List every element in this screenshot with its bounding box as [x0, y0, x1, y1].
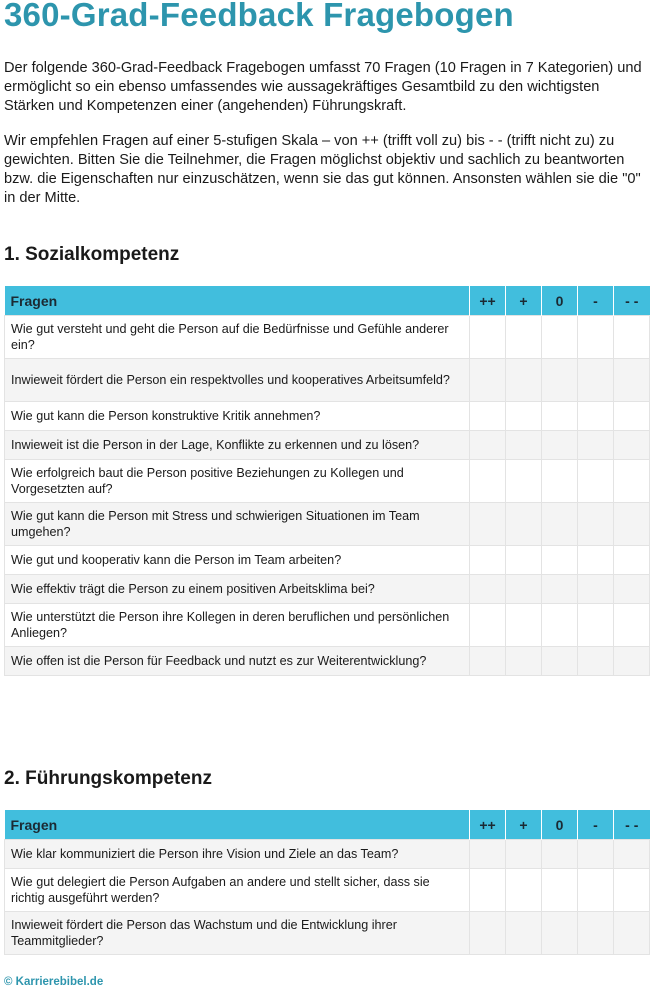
rating-cell-minus[interactable]	[578, 460, 614, 503]
rating-cell-zero[interactable]	[542, 575, 578, 604]
rating-cell-minus-minus[interactable]	[614, 359, 650, 402]
rating-cell-zero[interactable]	[542, 402, 578, 431]
table-row	[5, 316, 650, 359]
header-scale-plus: +	[506, 810, 542, 840]
rating-cell-plus-plus[interactable]	[470, 503, 506, 546]
table-row	[5, 503, 650, 546]
rating-cell-minus-minus[interactable]	[614, 503, 650, 546]
table-header-row	[5, 286, 650, 316]
rating-cell-minus-minus[interactable]	[614, 840, 650, 869]
rating-cell-zero[interactable]	[542, 546, 578, 575]
rating-cell-plus-plus[interactable]	[470, 575, 506, 604]
header-scale-plus-plus: ++	[470, 810, 506, 840]
rating-cell-zero[interactable]	[542, 869, 578, 912]
rating-cell-minus[interactable]	[578, 840, 614, 869]
table-row	[5, 359, 650, 402]
rating-cell-plus[interactable]	[506, 647, 542, 676]
rating-cell-plus[interactable]	[506, 503, 542, 546]
rating-cell-zero[interactable]	[542, 840, 578, 869]
table-row	[5, 604, 650, 647]
rating-cell-minus-minus[interactable]	[614, 402, 650, 431]
rating-cell-minus[interactable]	[578, 912, 614, 955]
rating-cell-plus[interactable]	[506, 546, 542, 575]
question-text: Inwieweit fördert die Person ein respektvolles und kooperatives Arbeitsumfeld?	[5, 359, 470, 402]
rating-cell-minus[interactable]	[578, 546, 614, 575]
table-header-row	[5, 810, 650, 840]
footer-copyright: © Karrierebibel.de	[4, 976, 104, 988]
rating-cell-plus[interactable]	[506, 840, 542, 869]
rating-cell-plus[interactable]	[506, 402, 542, 431]
rating-cell-minus-minus[interactable]	[614, 604, 650, 647]
rating-cell-plus-plus[interactable]	[470, 316, 506, 359]
rating-cell-minus-minus[interactable]	[614, 575, 650, 604]
question-text: Wie effektiv trägt die Person zu einem positiven Arbeitsklima bei?	[5, 575, 470, 604]
rating-cell-zero[interactable]	[542, 316, 578, 359]
question-text: Wie erfolgreich baut die Person positive Beziehungen zu Kollegen und Vorgesetzten auf?	[5, 460, 470, 503]
rating-cell-minus[interactable]	[578, 359, 614, 402]
table-row	[5, 840, 650, 869]
header-scale-plus: +	[506, 286, 542, 316]
intro-paragraph: Der folgende 360-Grad-Feedback Fragebogen umfasst 70 Fragen (10 Fragen in 7 Kategorien) und ermöglicht so ein ebenso umfassendes wie aussagekräftiges Gesamtbild zu den wichtigsten Stärken und Kompetenzen einer (angehenden) Führungskraft.	[4, 60, 642, 114]
header-scale-minus: -	[578, 286, 614, 316]
question-text: Wie klar kommuniziert die Person ihre Vision und Ziele an das Team?	[5, 840, 470, 869]
question-text: Wie gut delegiert die Person Aufgaben an andere und stellt sicher, dass sie richtig ausgeführt werden?	[5, 869, 470, 912]
rating-cell-minus[interactable]	[578, 503, 614, 546]
rating-cell-plus-plus[interactable]	[470, 431, 506, 460]
rating-cell-minus[interactable]	[578, 402, 614, 431]
rating-cell-minus[interactable]	[578, 316, 614, 359]
rating-cell-minus-minus[interactable]	[614, 912, 650, 955]
rating-cell-minus-minus[interactable]	[614, 460, 650, 503]
table-row	[5, 431, 650, 460]
rating-cell-minus-minus[interactable]	[614, 431, 650, 460]
rating-cell-minus-minus[interactable]	[614, 869, 650, 912]
rating-cell-zero[interactable]	[542, 912, 578, 955]
rating-cell-plus-plus[interactable]	[470, 604, 506, 647]
header-scale-minus-minus: - -	[614, 286, 650, 316]
rating-cell-plus-plus[interactable]	[470, 912, 506, 955]
question-text: Inwieweit ist die Person in der Lage, Konflikte zu erkennen und zu lösen?	[5, 431, 470, 460]
table-row	[5, 546, 650, 575]
question-text: Wie gut und kooperativ kann die Person im Team arbeiten?	[5, 546, 470, 575]
header-scale-minus: -	[578, 810, 614, 840]
rating-cell-minus-minus[interactable]	[614, 546, 650, 575]
rating-cell-plus[interactable]	[506, 460, 542, 503]
instructions-paragraph: Wir empfehlen Fragen auf einer 5-stufigen Skala – von ++ (trifft voll zu) bis - - (trifft nicht zu) zu gewichten. Bitten Sie die Teilnehmer, die Fragen möglichst objektiv und sachlich zu beantworten bzw. die Eigenschaften nur einzuschätzen, wenn sie das gut können. Ansonsten wählen sie die "0" in der Mitte.	[4, 133, 641, 206]
rating-cell-plus[interactable]	[506, 869, 542, 912]
question-text: Wie offen ist die Person für Feedback und nutzt es zur Weiterentwicklung?	[5, 647, 470, 676]
rating-cell-plus-plus[interactable]	[470, 840, 506, 869]
rating-cell-plus-plus[interactable]	[470, 359, 506, 402]
rating-cell-plus-plus[interactable]	[470, 546, 506, 575]
question-text: Wie unterstützt die Person ihre Kollegen in deren beruflichen und persönlichen Anliegen?	[5, 604, 470, 647]
rating-cell-minus-minus[interactable]	[614, 647, 650, 676]
rating-cell-zero[interactable]	[542, 359, 578, 402]
section-title-sozialkompetenz: 1. Sozialkompetenz	[4, 244, 180, 265]
table-row	[5, 912, 650, 955]
rating-cell-plus-plus[interactable]	[470, 647, 506, 676]
rating-cell-plus[interactable]	[506, 359, 542, 402]
rating-cell-plus[interactable]	[506, 912, 542, 955]
table-row	[5, 402, 650, 431]
questions-table-sozialkompetenz	[4, 286, 650, 676]
rating-cell-plus[interactable]	[506, 431, 542, 460]
page-title: 360-Grad-Feedback Fragebogen	[4, 0, 514, 33]
rating-cell-plus[interactable]	[506, 316, 542, 359]
header-fragen: Fragen	[5, 810, 470, 840]
table-row	[5, 460, 650, 503]
header-scale-zero: 0	[542, 286, 578, 316]
rating-cell-zero[interactable]	[542, 431, 578, 460]
header-fragen: Fragen	[5, 286, 470, 316]
rating-cell-zero[interactable]	[542, 460, 578, 503]
rating-cell-minus[interactable]	[578, 575, 614, 604]
rating-cell-minus[interactable]	[578, 647, 614, 676]
rating-cell-zero[interactable]	[542, 503, 578, 546]
questions-table-fuehrungskompetenz	[4, 810, 650, 955]
question-text: Wie gut kann die Person mit Stress und schwierigen Situationen im Team umgehen?	[5, 503, 470, 546]
header-scale-minus-minus: - -	[614, 810, 650, 840]
header-scale-zero: 0	[542, 810, 578, 840]
table-row	[5, 647, 650, 676]
rating-cell-zero[interactable]	[542, 604, 578, 647]
rating-cell-zero[interactable]	[542, 647, 578, 676]
rating-cell-minus[interactable]	[578, 431, 614, 460]
header-scale-plus-plus: ++	[470, 286, 506, 316]
rating-cell-plus-plus[interactable]	[470, 869, 506, 912]
question-text: Inwieweit fördert die Person das Wachstum und die Entwicklung ihrer Teammitglieder?	[5, 912, 470, 955]
rating-cell-plus-plus[interactable]	[470, 402, 506, 431]
rating-cell-plus[interactable]	[506, 604, 542, 647]
rating-cell-plus[interactable]	[506, 575, 542, 604]
question-text: Wie gut versteht und geht die Person auf die Bedürfnisse und Gefühle anderer ein?	[5, 316, 470, 359]
rating-cell-minus-minus[interactable]	[614, 316, 650, 359]
table-row	[5, 575, 650, 604]
rating-cell-minus[interactable]	[578, 869, 614, 912]
rating-cell-plus-plus[interactable]	[470, 460, 506, 503]
question-text: Wie gut kann die Person konstruktive Kritik annehmen?	[5, 402, 470, 431]
table-row	[5, 869, 650, 912]
rating-cell-minus[interactable]	[578, 604, 614, 647]
section-title-fuehrungskompetenz: 2. Führungskompetenz	[4, 768, 212, 789]
